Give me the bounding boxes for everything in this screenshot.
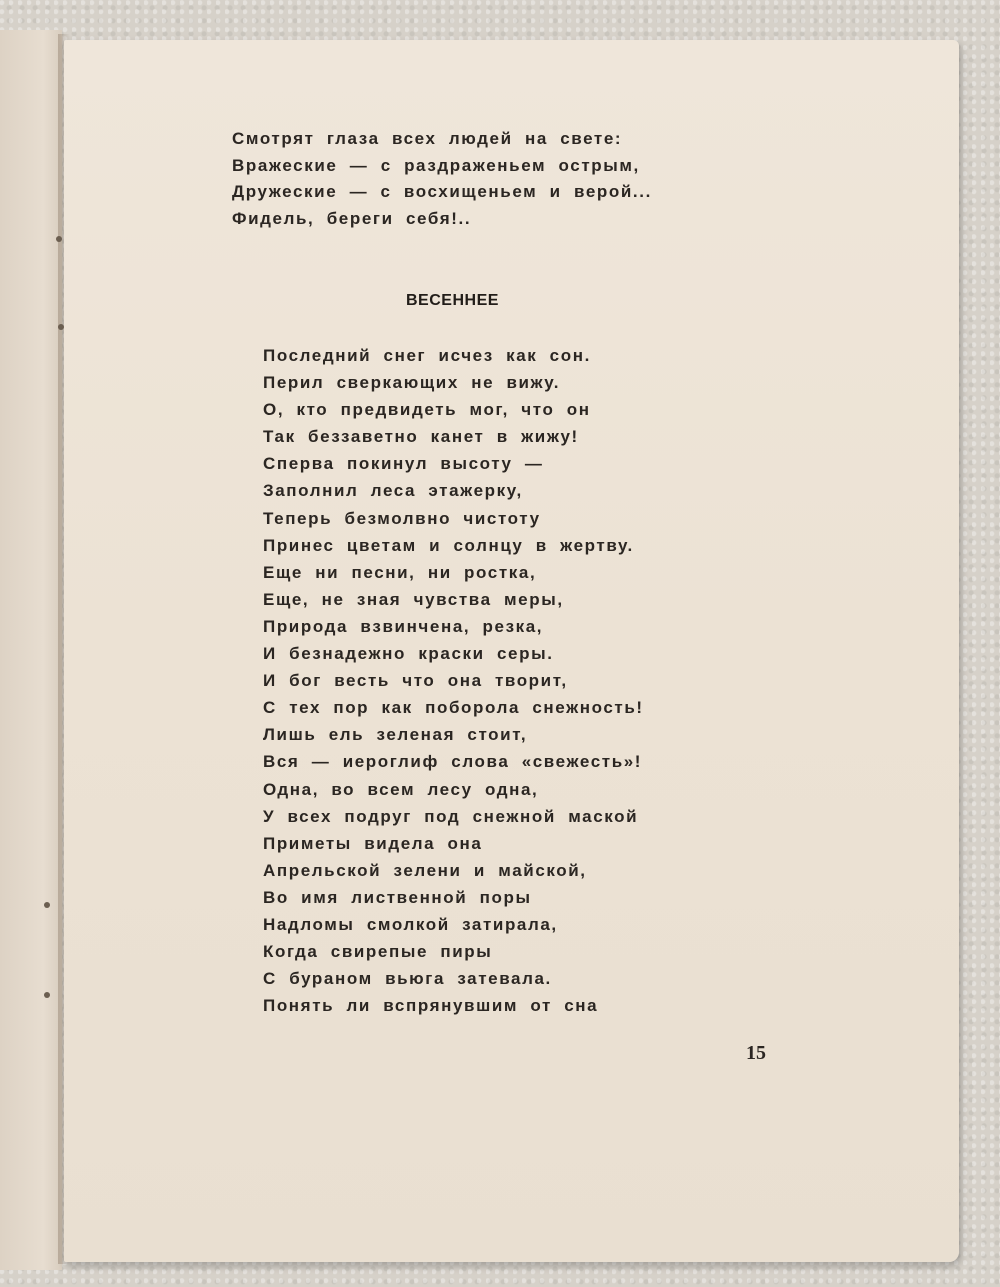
poem-line: Лишь ель зеленая стоит, — [263, 725, 528, 745]
stanza-line: Смотрят глаза всех людей на свете: — [232, 129, 623, 148]
poem-line: Надломы смолкой затирала, — [263, 914, 558, 934]
poem-line: Заполнил леса этажерку, — [263, 481, 523, 501]
poem-line: Вся — иероглиф слова «свежесть»! — [263, 752, 643, 772]
poem-line: Понять ли вспрянувшим от сна — [263, 996, 599, 1016]
poem-line: С тех пор как поборола снежность! — [263, 698, 644, 718]
poem-line: Так беззаветно канет в жижу! — [263, 427, 579, 447]
binding-hole — [56, 236, 62, 242]
stanza-line: Дружеские — с восхищеньем и верой... — [232, 182, 652, 201]
poem-line: О, кто предвидеть мог, что он — [263, 400, 591, 420]
stanza-line: Фидель, береги себя!.. — [232, 208, 472, 228]
poem-line: Когда свирепые пиры — [263, 942, 493, 962]
facing-page-edge — [0, 30, 62, 1270]
poem-line: С бураном вьюга затевала. — [263, 969, 552, 989]
poem-line: Приметы видела она — [263, 833, 483, 853]
page-number: 15 — [746, 1042, 766, 1064]
poem-line: Последний снег исчез как сон. — [263, 346, 591, 365]
poem-line: Еще, не зная чувства меры, — [263, 589, 564, 609]
stanza-line: Вражеские — с раздраженьем острым, — [232, 155, 640, 175]
poem-line: Сперва покинул высоту — — [263, 454, 544, 474]
poem-line: Природа взвинчена, резка, — [263, 616, 544, 636]
poem-line: Теперь безмолвно чистоту — [263, 508, 541, 528]
poem-title: ВЕСЕННЕЕ — [406, 292, 499, 309]
binding-hole — [44, 992, 50, 998]
poem-line: И бог весть что она творит, — [263, 671, 568, 691]
poem-line: Во имя лиственной поры — [263, 887, 532, 907]
top-stanza — [232, 126, 652, 232]
poem-line: И безнадежно краски серы. — [263, 644, 554, 664]
poem-line: Одна, во всем лесу одна, — [263, 779, 539, 799]
poem-line: Принес цветам и солнцу в жертву. — [263, 535, 634, 555]
poem-line: Апрельской зелени и майской, — [263, 860, 587, 880]
poem-body — [263, 342, 644, 1019]
poem-line: Перил сверкающих не вижу. — [263, 373, 561, 393]
binding-hole — [58, 324, 64, 330]
poem-line: Еще ни песни, ни ростка, — [263, 562, 537, 582]
poem-line: У всех подруг под снежной маской — [263, 806, 639, 826]
binding-hole — [44, 902, 50, 908]
